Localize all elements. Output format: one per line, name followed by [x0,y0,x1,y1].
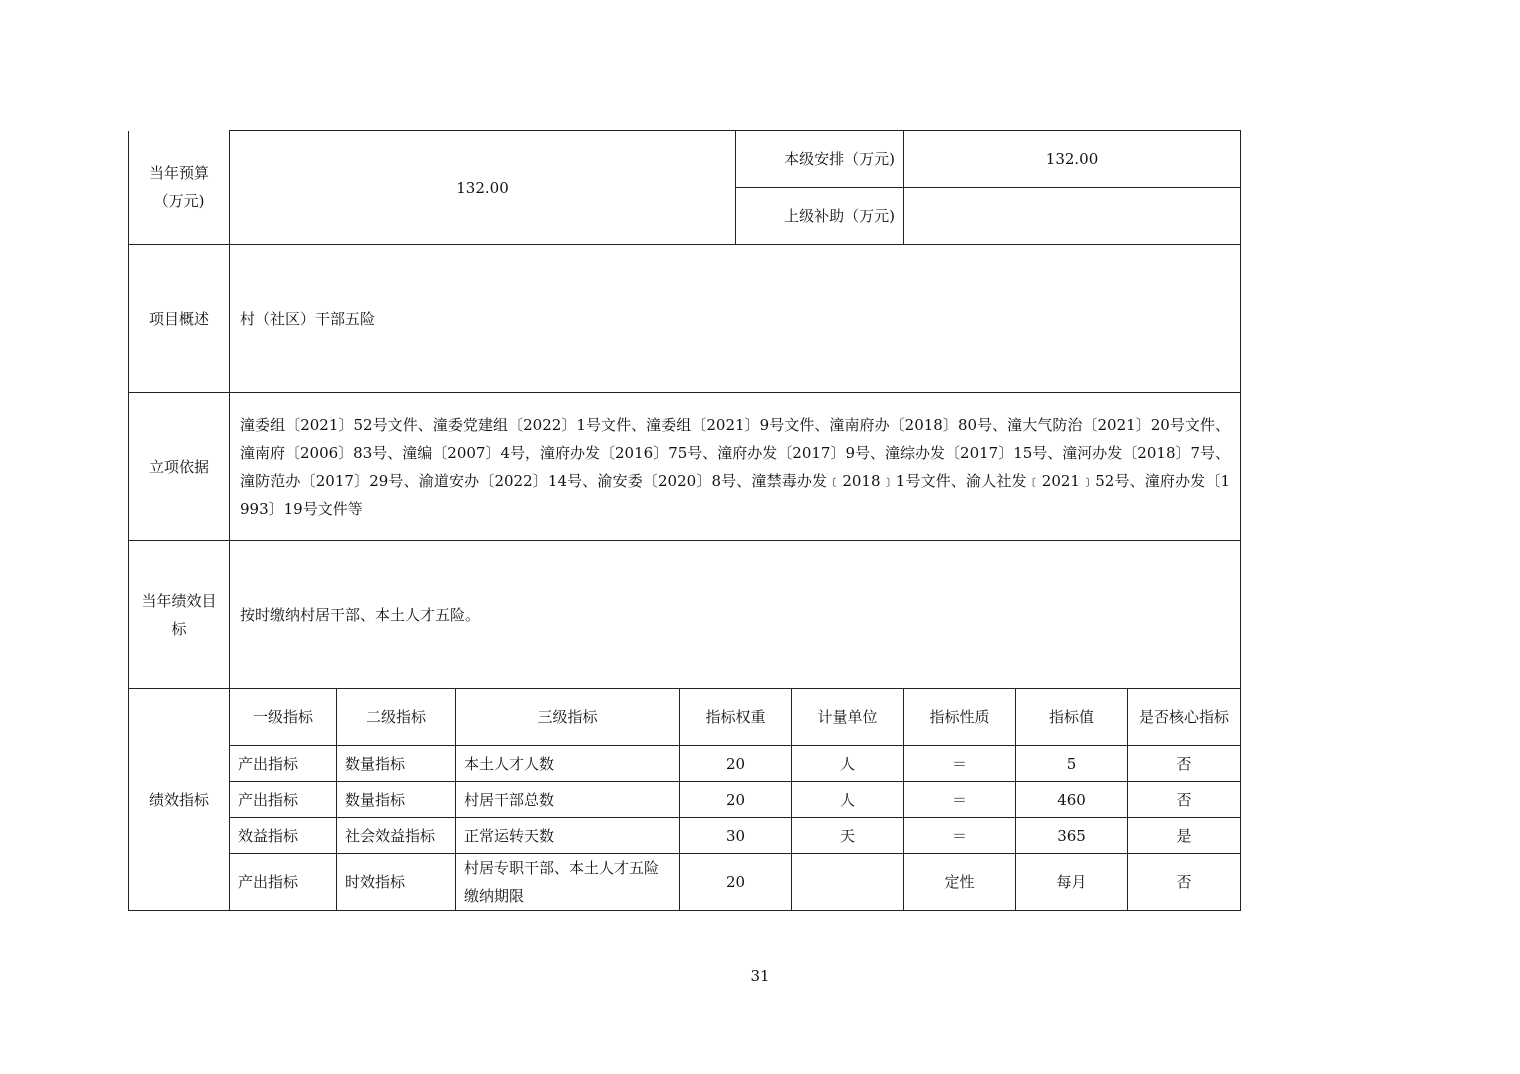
row4-value: 每月 [1016,854,1128,911]
header-nature: 指标性质 [904,689,1016,746]
project-performance-table [128,130,1241,911]
row2-core: 否 [1128,782,1241,818]
row3-weight: 30 [680,818,792,854]
header-level3: 三级指标 [456,689,680,746]
row4-nature: 定性 [904,854,1016,911]
row2-nature: ＝ [904,782,1016,818]
goal-row [129,541,1241,689]
project-table-container [128,130,1240,911]
row1-unit: 人 [792,746,904,782]
row3-core: 是 [1128,818,1241,854]
indicator-row-1 [129,746,1241,782]
goal-label: 当年绩效目标 [129,541,230,689]
header-level2: 二级指标 [337,689,456,746]
row4-level2: 时效指标 [337,854,456,911]
row1-core: 否 [1128,746,1241,782]
row1-level3: 本土人才人数 [456,746,680,782]
row3-value: 365 [1016,818,1128,854]
row1-level2: 数量指标 [337,746,456,782]
basis-text: 潼委组〔2021〕52号文件、潼委党建组〔2022〕1号文件、潼委组〔2021〕9号文件、潼南府办〔2018〕80号、潼大气防治〔2021〕20号文件、潼南府〔2006〕83号、潼编〔2007〕4号，潼府办发〔2016〕75号、潼府办发〔2017〕9号、潼综办发〔2017〕15号、潼河办发〔2018〕7号、潼防范办〔2017〕29号、渝道安办〔2022〕14号、渝安委〔2020〕8号、潼禁毒办发﹝2018﹞1号文件、渝人社发﹝2021﹞52号、潼府办发〔1993〕19号文件等 [230,393,1241,541]
row4-core: 否 [1128,854,1241,911]
page-number: 31 [750,967,770,985]
header-unit: 计量单位 [792,689,904,746]
budget-total-value: 132.00 [230,131,736,245]
row2-value: 460 [1016,782,1128,818]
header-value: 指标值 [1016,689,1128,746]
row1-value: 5 [1016,746,1128,782]
row2-weight: 20 [680,782,792,818]
row3-unit: 天 [792,818,904,854]
budget-label: 当年预算（万元) [129,131,230,245]
indicator-row-4 [129,854,1241,911]
local-allocation-label: 本级安排（万元) [736,131,904,188]
header-weight: 指标权重 [680,689,792,746]
basis-row [129,393,1241,541]
row4-weight: 20 [680,854,792,911]
row3-nature: ＝ [904,818,1016,854]
row2-unit: 人 [792,782,904,818]
indicator-header-row [129,689,1241,746]
row3-level1: 效益指标 [230,818,337,854]
indicators-label: 绩效指标 [129,689,230,911]
goal-text: 按时缴纳村居干部、本土人才五险。 [230,541,1241,689]
upper-subsidy-value [904,188,1241,245]
row1-level1: 产出指标 [230,746,337,782]
overview-row [129,245,1241,393]
header-level1: 一级指标 [230,689,337,746]
local-allocation-value: 132.00 [904,131,1241,188]
row1-weight: 20 [680,746,792,782]
row2-level1: 产出指标 [230,782,337,818]
header-core: 是否核心指标 [1128,689,1241,746]
overview-label: 项目概述 [129,245,230,393]
row4-level3: 村居专职干部、本土人才五险缴纳期限 [456,854,680,911]
row1-nature: ＝ [904,746,1016,782]
row2-level2: 数量指标 [337,782,456,818]
row2-level3: 村居干部总数 [456,782,680,818]
indicator-row-2 [129,782,1241,818]
row4-level1: 产出指标 [230,854,337,911]
indicator-row-3 [129,818,1241,854]
budget-row-local [129,131,1241,188]
basis-label: 立项依据 [129,393,230,541]
row3-level2: 社会效益指标 [337,818,456,854]
upper-subsidy-label: 上级补助（万元) [736,188,904,245]
overview-text: 村（社区）干部五险 [230,245,1241,393]
row4-unit [792,854,904,911]
row3-level3: 正常运转天数 [456,818,680,854]
